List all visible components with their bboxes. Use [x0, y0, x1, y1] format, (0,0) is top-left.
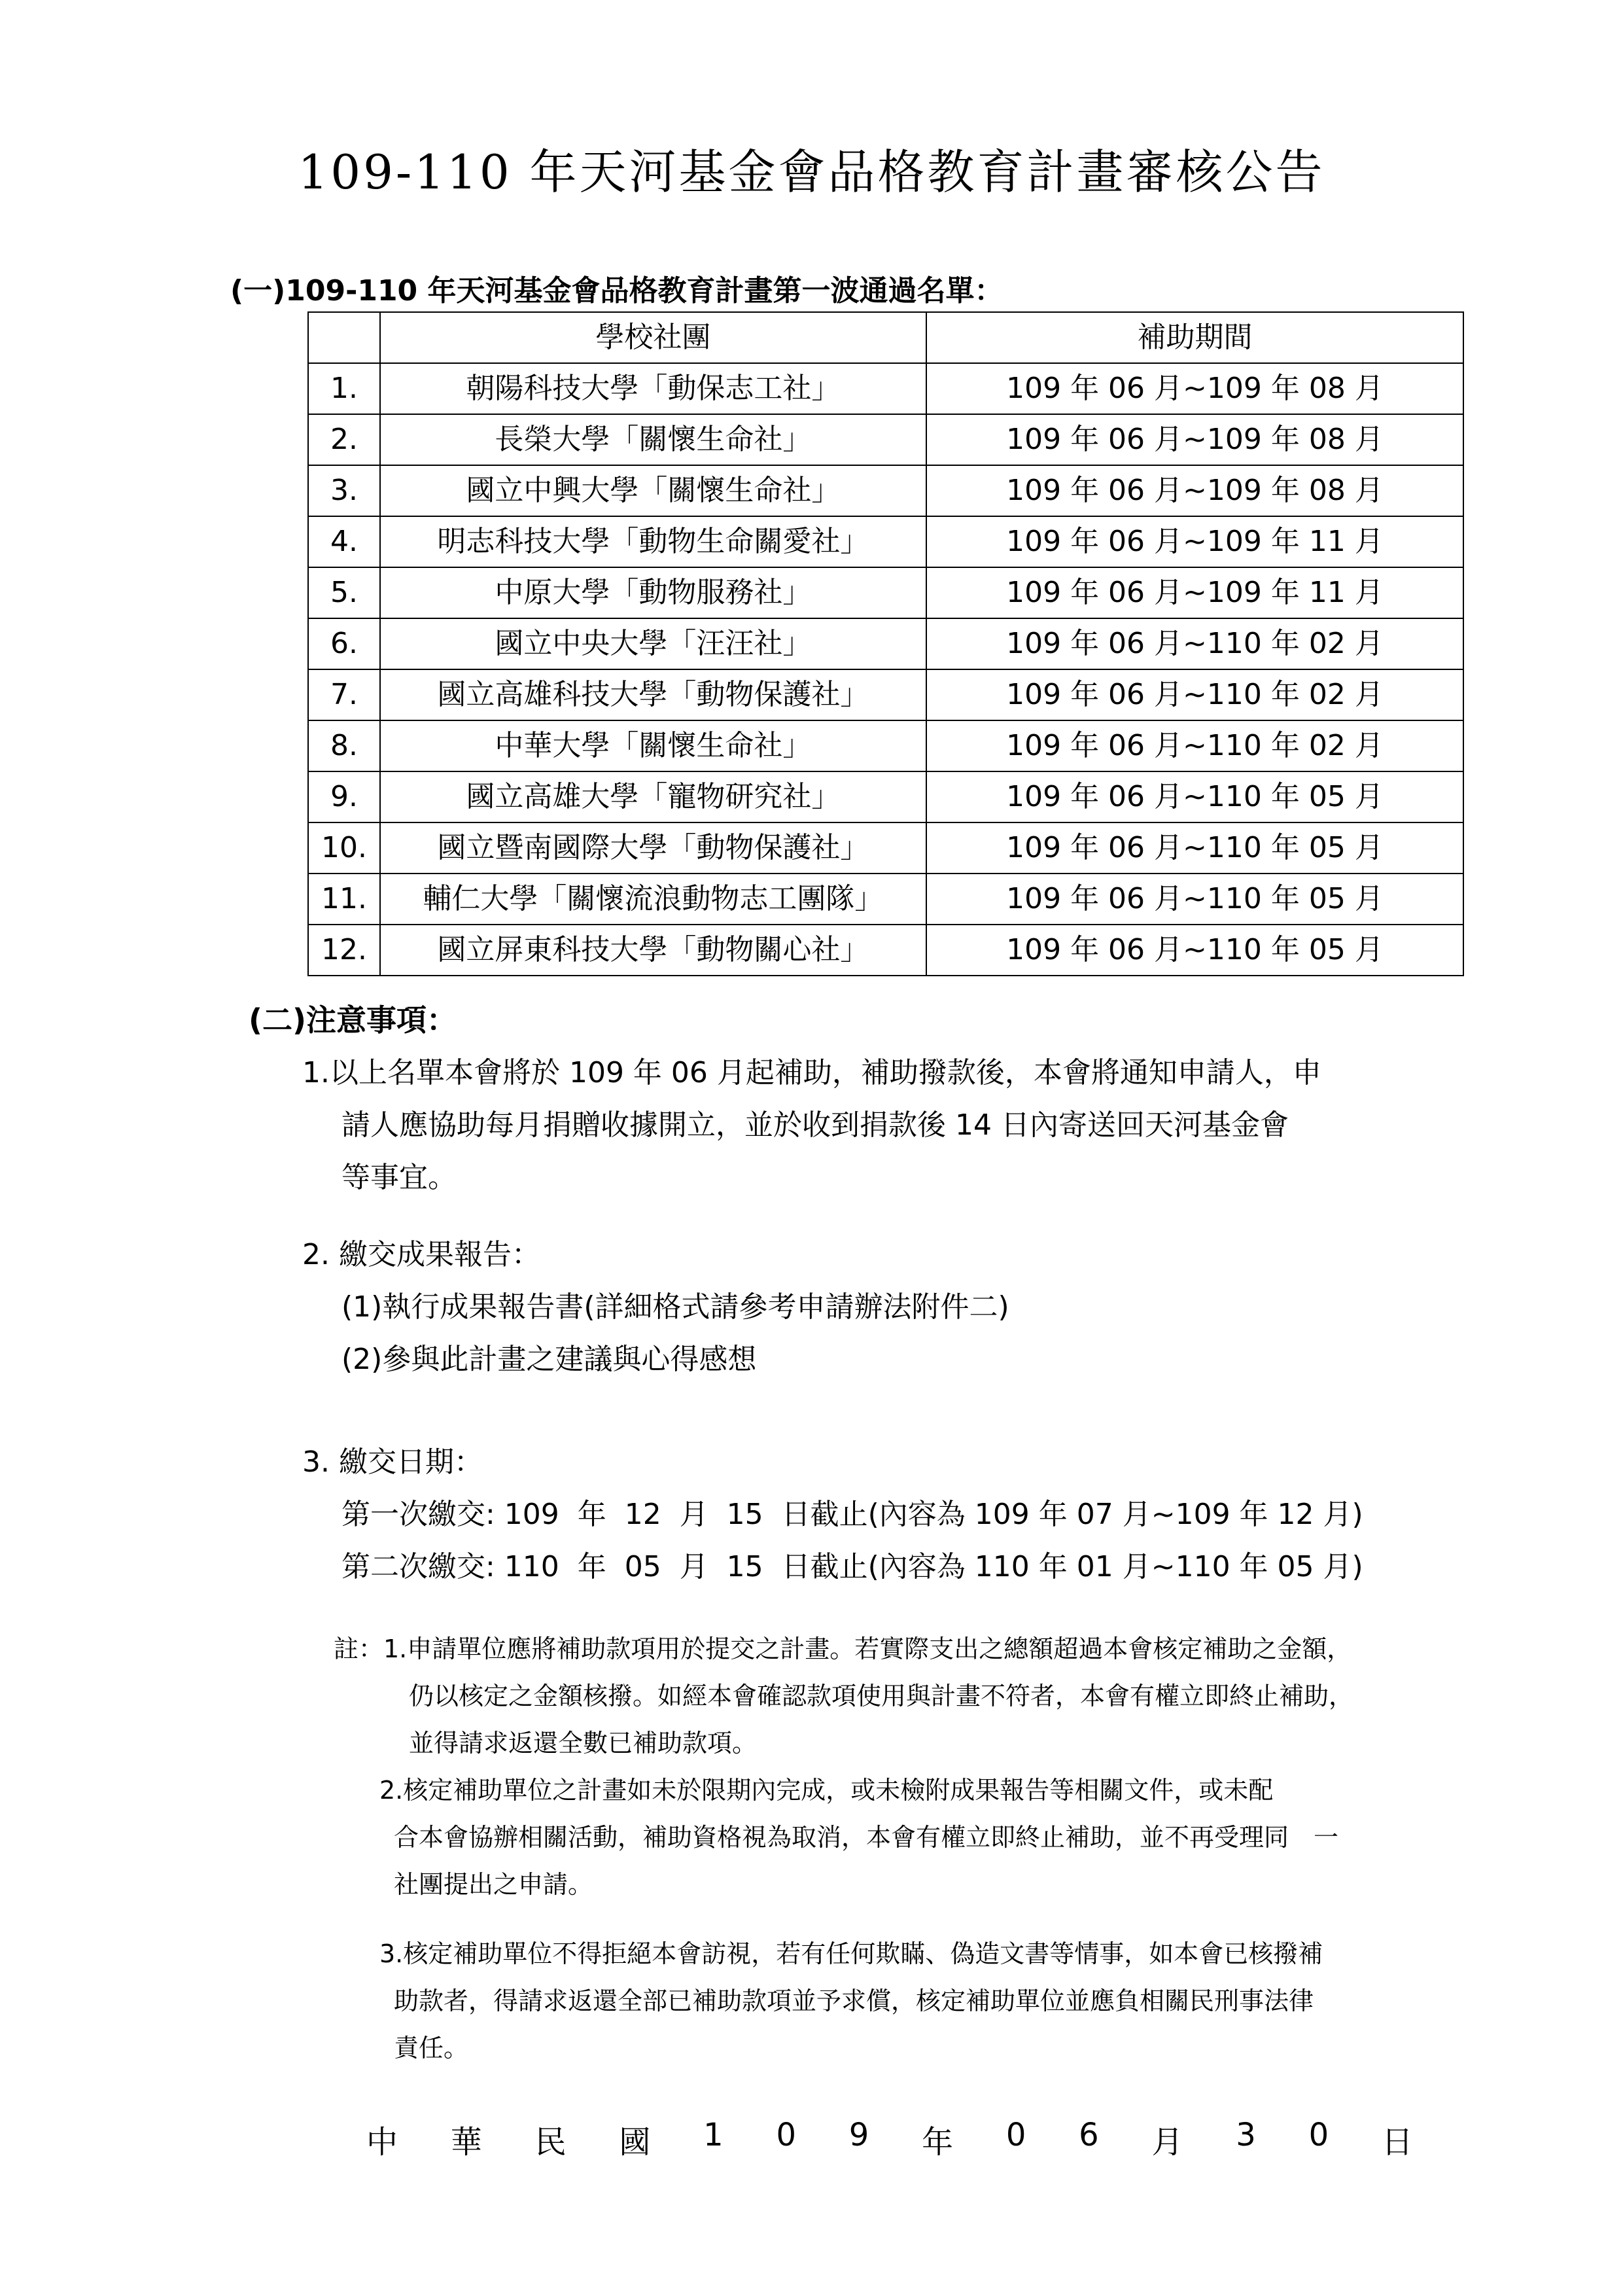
club-name: 國立中興大學「關懷生命社」 [380, 465, 926, 516]
row-number: 12. [308, 925, 380, 976]
grant-period: 109 年 06 月~110 年 05 月 [926, 822, 1463, 874]
club-name: 國立暨南國際大學「動物保護社」 [380, 822, 926, 874]
table-row [308, 925, 1463, 976]
club-name: 朝陽科技大學「動保志工社」 [380, 363, 926, 414]
date-char: 日 [1381, 2124, 1413, 2161]
table-header-row [308, 312, 1463, 363]
grant-period: 109 年 06 月~110 年 02 月 [926, 618, 1463, 669]
row-number: 10. [308, 822, 380, 874]
date-char: 3 [1236, 2117, 1256, 2153]
notice-2-item: (2)參與此計畫之建議與心得感想 [341, 1343, 757, 1376]
date-char: 6 [1079, 2117, 1099, 2153]
date-char: 華 [450, 2124, 482, 2161]
remark-line: 並得請求返還全數已補助款項。 [409, 1729, 758, 1757]
notice-3 [302, 1436, 1363, 1593]
row-number: 5. [308, 567, 380, 618]
table-row [308, 516, 1463, 567]
club-name: 輔仁大學「關懷流浪動物志工團隊」 [380, 874, 926, 925]
date-char: 國 [619, 2124, 651, 2161]
table-row [308, 363, 1463, 414]
remark-line: 仍以核定之金額核撥。如經本會確認款項使用與計畫不符者，本會有權立即終止補助， [409, 1682, 1354, 1710]
remark-line: 責任。 [394, 2034, 469, 2062]
notice-1 [302, 1047, 1427, 1204]
table-row [308, 567, 1463, 618]
table-row [308, 465, 1463, 516]
header-period: 補助期間 [926, 312, 1463, 363]
notice-2-heading: 2. 繳交成果報告： [302, 1238, 540, 1271]
remark-2 [379, 1767, 1452, 1908]
grant-period: 109 年 06 月~110 年 02 月 [926, 720, 1463, 771]
club-name: 國立高雄科技大學「動物保護社」 [380, 669, 926, 720]
notice-3-heading: 3. 繳交日期： [302, 1445, 483, 1479]
grant-period: 109 年 06 月~109 年 08 月 [926, 414, 1463, 465]
date-char: 月 [1151, 2124, 1183, 2161]
grant-period: 109 年 06 月~110 年 05 月 [926, 771, 1463, 822]
table-row [308, 414, 1463, 465]
row-number: 11. [308, 874, 380, 925]
remark-line: 3.核定補助單位不得拒絕本會訪視，若有任何欺瞞、偽造文書等情事，如本會已核撥補 [379, 1939, 1323, 1968]
club-name: 國立中央大學「汪汪社」 [380, 618, 926, 669]
section2-heading: (二)注意事項： [249, 1002, 457, 1038]
notice-1-line: 1.以上名單本會將於 109 年 06 月起補助，補助撥款後，本會將通知申請人，申 [302, 1056, 1321, 1089]
table-row [308, 618, 1463, 669]
club-name: 明志科技大學「動物生命關愛社」 [380, 516, 926, 567]
table-row [308, 822, 1463, 874]
remark-3 [379, 1930, 1452, 2072]
table-row [308, 669, 1463, 720]
notice-1-line: 等事宜。 [341, 1161, 457, 1194]
date-char: 年 [922, 2124, 954, 2161]
grant-period: 109 年 06 月~109 年 08 月 [926, 363, 1463, 414]
club-name: 中原大學「動物服務社」 [380, 567, 926, 618]
grant-period: 109 年 06 月~110 年 05 月 [926, 925, 1463, 976]
grant-period: 109 年 06 月~109 年 08 月 [926, 465, 1463, 516]
remark-line: 合本會協辦相關活動，補助資格視為取消，本會有權立即終止補助，並不再受理同 一 [394, 1823, 1339, 1852]
club-name: 國立高雄大學「寵物研究社」 [380, 771, 926, 822]
club-name: 長榮大學「關懷生命社」 [380, 414, 926, 465]
remark-line: 助款者，得請求返還全部已補助款項並予求償，核定補助單位並應負相關民刑事法律 [394, 1987, 1314, 2015]
announcement-date [366, 2117, 1413, 2162]
page-title: 109-110 年天河基金會品格教育計畫審核公告 [298, 145, 1325, 200]
date-char: 民 [534, 2124, 567, 2161]
club-name: 中華大學「關懷生命社」 [380, 720, 926, 771]
section1-heading: (一)109-110 年天河基金會品格教育計畫第一波通過名單： [230, 274, 1003, 308]
row-number: 6. [308, 618, 380, 669]
date-char: 中 [366, 2124, 398, 2161]
grant-period: 109 年 06 月~109 年 11 月 [926, 516, 1463, 567]
header-club: 學校社團 [380, 312, 926, 363]
notice-1-line: 請人應協助每月捐贈收據開立，並於收到捐款後 14 日內寄送回天河基金會 [341, 1108, 1289, 1142]
date-char: 9 [848, 2117, 869, 2153]
table-row [308, 720, 1463, 771]
grant-period: 109 年 06 月~110 年 02 月 [926, 669, 1463, 720]
row-number: 3. [308, 465, 380, 516]
club-name: 國立屏東科技大學「動物關心社」 [380, 925, 926, 976]
date-char: 1 [703, 2117, 724, 2153]
grant-table [307, 311, 1464, 976]
row-number: 2. [308, 414, 380, 465]
date-char: 0 [776, 2117, 796, 2153]
row-number: 4. [308, 516, 380, 567]
remark-line: 註：1.申請單位應將補助款項用於提交之計畫。若實際支出之總額超過本會核定補助之金額， [334, 1634, 1352, 1663]
header-number [308, 312, 380, 363]
submission-date-1: 第一次繳交: 109 年 12 月 15 日截止(內容為 109 年 07 月~109 年 12 月) [341, 1498, 1363, 1531]
table-row [308, 874, 1463, 925]
row-number: 9. [308, 771, 380, 822]
date-char: 0 [1308, 2117, 1329, 2153]
row-number: 7. [308, 669, 380, 720]
row-number: 8. [308, 720, 380, 771]
date-char: 0 [1005, 2117, 1026, 2153]
grant-period: 109 年 06 月~109 年 11 月 [926, 567, 1463, 618]
row-number: 1. [308, 363, 380, 414]
submission-date-2: 第二次繳交: 110 年 05 月 15 日截止(內容為 110 年 01 月~110 年 05 月) [341, 1550, 1363, 1583]
notice-2-item: (1)執行成果報告書(詳細格式請參考申請辦法附件二) [341, 1290, 1009, 1324]
remark-line: 2.核定補助單位之計畫如未於限期內完成，或未檢附成果報告等相關文件，或未配 [379, 1776, 1274, 1805]
remark-line: 社團提出之申請。 [394, 1870, 593, 1899]
grant-period: 109 年 06 月~110 年 05 月 [926, 874, 1463, 925]
table-row [308, 771, 1463, 822]
notice-2 [302, 1229, 1009, 1386]
remark-1 [334, 1625, 1446, 1767]
